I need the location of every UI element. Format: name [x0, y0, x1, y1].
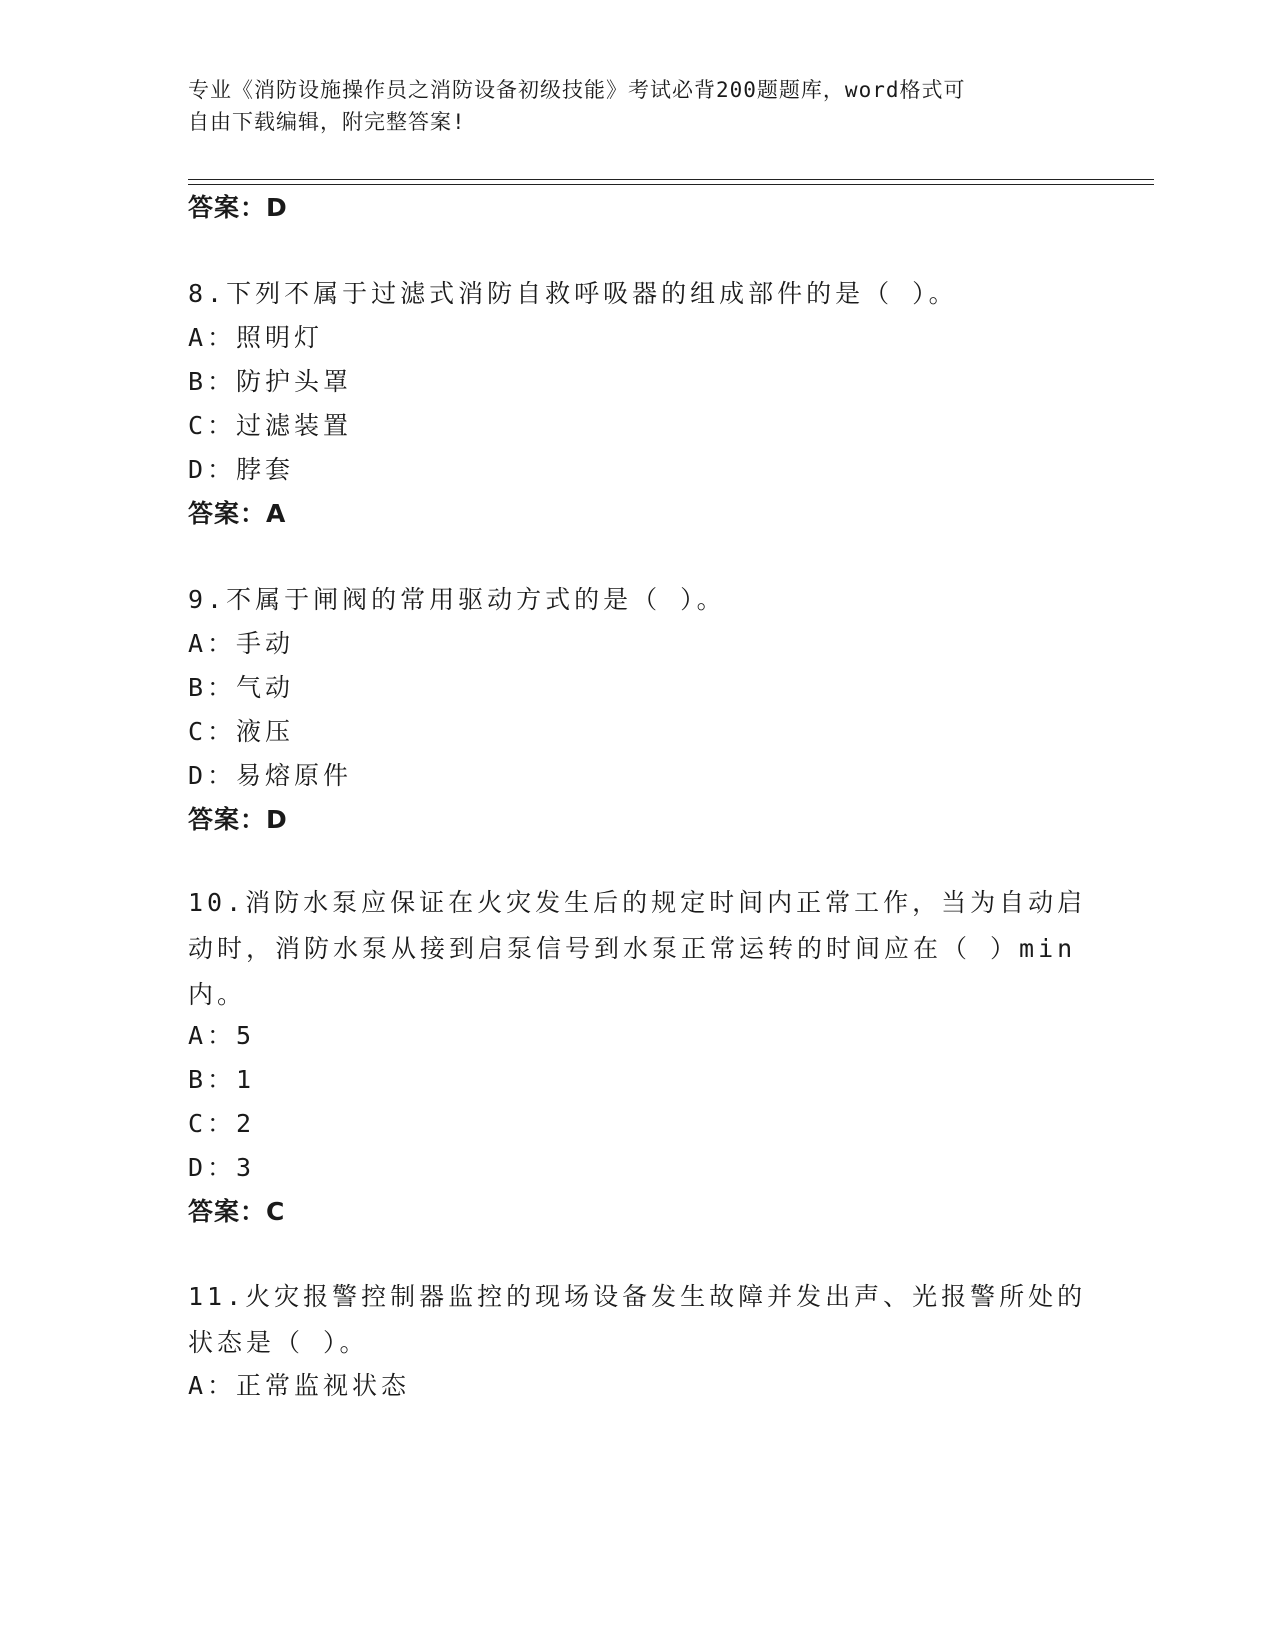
question-10-option-a: A：5 [188, 1021, 256, 1050]
question-8-option-b: B：防护头罩 [188, 367, 353, 396]
question-10-option-c: C：2 [188, 1109, 256, 1138]
question-9-text: 9.不属于闸阀的常用驱动方式的是（ ）。 [188, 585, 726, 614]
question-10-answer: 答案：C [188, 1197, 286, 1226]
question-10-line-1: 10.消防水泵应保证在火灾发生后的规定时间内正常工作，当为自动启 [188, 888, 1087, 917]
question-11-option-a: A：正常监视状态 [188, 1371, 411, 1400]
question-10-option-d: D：3 [188, 1153, 256, 1182]
question-8-option-c: C：过滤装置 [188, 411, 353, 440]
question-10-option-b: B：1 [188, 1065, 256, 1094]
question-10-text [188, 880, 1088, 1018]
header-line-1: 专业《消防设施操作员之消防设备初级技能》考试必背200题题库，word格式可 [188, 78, 966, 102]
question-8-text: 8.下列不属于过滤式消防自救呼吸器的组成部件的是（ ）。 [188, 279, 958, 308]
question-8-option-a: A：照明灯 [188, 323, 324, 352]
question-9-answer: 答案：D [188, 805, 288, 834]
answer-previous: 答案：D [188, 193, 288, 222]
question-10-line-2: 动时，消防水泵从接到启泵信号到水泵正常运转的时间应在（ ）min [188, 934, 1077, 963]
question-9-option-c: C：液压 [188, 717, 295, 746]
question-11-text [188, 1274, 1088, 1366]
question-10-line-3: 内。 [188, 980, 247, 1009]
question-9-option-d: D：易熔原件 [188, 761, 353, 790]
header-divider-bottom [188, 184, 1154, 185]
question-9-option-a: A：手动 [188, 629, 295, 658]
question-8-answer: 答案：A [188, 499, 287, 528]
question-11-line-1: 11.火灾报警控制器监控的现场设备发生故障并发出声、光报警所处的 [188, 1282, 1087, 1311]
question-8-option-d: D：脖套 [188, 455, 295, 484]
document-header [188, 74, 1068, 138]
header-divider-top [188, 179, 1154, 180]
question-9-option-b: B：气动 [188, 673, 295, 702]
header-line-2: 自由下载编辑，附完整答案! [188, 110, 466, 134]
question-11-line-2: 状态是（ ）。 [188, 1328, 369, 1357]
